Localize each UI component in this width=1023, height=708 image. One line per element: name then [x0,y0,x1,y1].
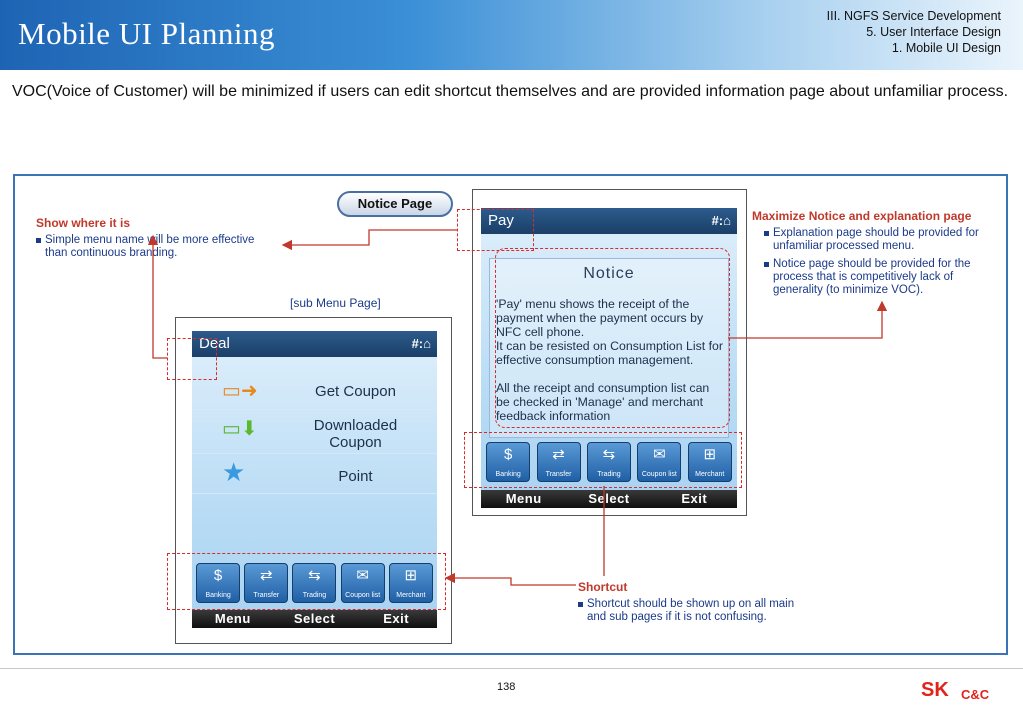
menu-item-point[interactable] [192,459,437,494]
coupon-arrow-icon: ▭➜ [222,380,258,402]
softkey-exit[interactable]: Exit [383,611,410,626]
show-where-title: Show where it is [36,216,131,230]
transfer-icon: ⇄ [552,446,565,463]
header-banner [0,0,1023,70]
cart-icon: ⊞ [703,446,717,463]
softkey-menu[interactable]: Menu [214,611,251,626]
notice-screen-title: Pay [488,212,514,229]
shortcut-label: Trading [302,592,327,599]
maximize-bullets [764,227,1000,302]
sub-menu-page-label: [sub Menu Page] [290,296,381,310]
softkey-menu[interactable]: Menu [505,491,542,506]
notice-shortcut-highlight [464,432,742,488]
shortcut-label: Trading [597,471,621,478]
home-icon[interactable]: #:⌂ [711,213,731,228]
menu-item-label: Point [338,468,373,485]
shortcut-label: Transfer [253,592,280,599]
notice-body: 'Pay' menu shows the receipt of the payment when the payment occurs by NFC cell phone. It can be resisted on Consumption List for effective consumption management. All the receipt and consumption list can be checked in 'Manage' and merchant feedback information [496,297,723,423]
trading-icon: ⇆ [602,446,616,463]
deal-title-highlight [167,338,217,380]
logo-sk: SK [921,679,949,701]
page-number: 138 [497,681,516,693]
coupon-tag-icon: ✉ [653,446,666,463]
shortcut-title: Shortcut [578,580,628,594]
softkey-exit[interactable]: Exit [681,491,708,506]
shortcut-bullets [578,598,800,629]
shortcut-label: Banking [205,592,231,599]
sub-menu-softkeys [192,610,437,628]
shortcut-bullet: Shortcut should be shown up on all main and sub pages if it is not confusing. [578,598,800,624]
breadcrumb-level-3: 1. Mobile UI Design [891,41,1001,55]
logo-cc: C&C [961,687,990,702]
breadcrumb-level-2: 5. User Interface Design [866,25,1001,39]
breadcrumb-level-1: III. NGFS Service Development [826,9,1001,23]
shortcut-label: Transfer [545,471,572,478]
pay-title-highlight [457,209,534,251]
transfer-icon: ⇄ [259,567,273,584]
menu-item-label-line2: Coupon [329,434,382,451]
notice-heading: Notice [583,265,635,282]
maximize-bullet-2: Notice page should be provided for the process that is competitively lack of generality (to minimize VOC). [764,258,1000,297]
download-coupon-icon: ▭⬇ [222,418,258,440]
menu-item-get-coupon[interactable] [192,375,437,410]
show-where-bullets [36,234,256,265]
notice-page-badge: Notice Page [337,191,453,217]
cart-icon: ⊞ [404,567,418,584]
money-bag-icon: $ [504,446,513,463]
shortcut-label: Merchant [695,471,725,478]
menu-item-label: Get Coupon [315,383,396,400]
maximize-bullet-1: Explanation page should be provided for unfamiliar processed menu. [764,227,1000,253]
star-icon: ★ [222,457,246,487]
menu-item-downloaded-coupon[interactable] [192,413,437,454]
intro-text: VOC(Voice of Customer) will be minimized if users can edit shortcut themselves and are provided information page about unfamiliar process. [12,83,1009,100]
sk-cc-logo [921,679,1001,705]
coupon-tag-icon: ✉ [356,567,369,584]
money-bag-icon: $ [213,567,223,584]
notice-box-highlight [495,248,730,428]
shortcut-label: Coupon list [345,592,381,599]
sub-menu-titlebar [192,331,437,357]
maximize-title: Maximize Notice and explanation page [752,209,972,223]
softkey-select[interactable]: Select [588,491,630,506]
show-where-bullet: Simple menu name will be more effective than continuous branding. [36,234,256,260]
softkey-select[interactable]: Select [293,611,336,626]
page-title: Mobile UI Planning [18,16,275,51]
trading-icon: ⇆ [308,567,321,584]
menu-item-label-line1: Downloaded [313,417,398,434]
shortcut-label: Banking [495,471,521,478]
sub-shortcut-highlight [167,553,446,610]
sub-menu-screen-title: Deal [199,335,230,352]
footer-divider [0,668,1023,669]
breadcrumb [827,8,1001,56]
notice-softkeys [481,490,737,508]
home-icon[interactable]: #:⌂ [411,336,431,351]
shortcut-label: Coupon list [641,471,677,478]
shortcut-label: Merchant [396,592,426,599]
